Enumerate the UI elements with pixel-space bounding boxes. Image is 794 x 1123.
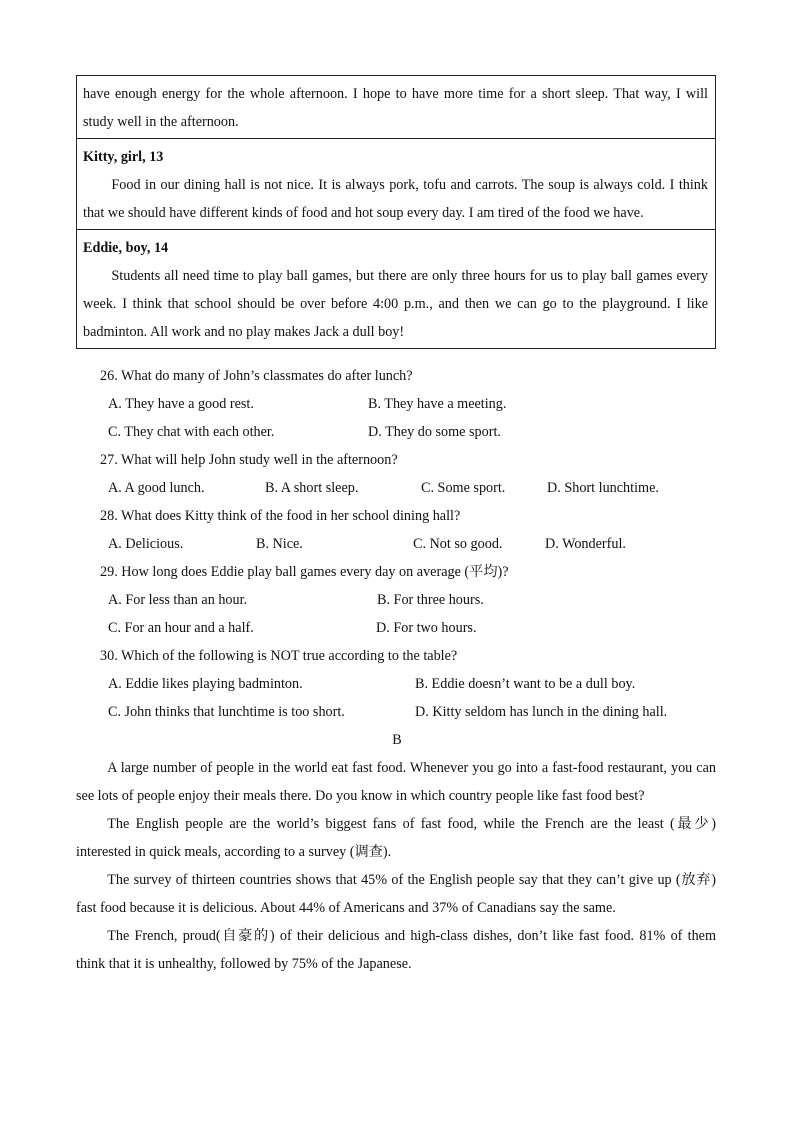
kitty-text: Food in our dining hall is not nice. It is always pork, tofu and carrots. The soup is always cold. I think that we should have different kinds of food and hot soup every day. I am tired of the food we have.	[83, 177, 708, 221]
paragraph: The English people are the world’s biggest fans of fast food, while the French are the least (最少) interested in quick meals, according to a survey (调查).	[76, 816, 716, 860]
option: C. John thinks that lunchtime is too short.	[108, 704, 345, 720]
option: C. Some sport.	[421, 480, 506, 496]
eddie-text: Students all need time to play ball games, but there are only three hours for us to play ball games every week. I think that school should be over before 4:00 p.m., and then we can go to the playground. I like badminton. All work and no play makes Jack a dull boy!	[83, 268, 708, 340]
option: C. For an hour and a half.	[108, 620, 254, 636]
option: B. They have a meeting.	[368, 396, 507, 412]
reading-passage	[76, 754, 716, 978]
option: D. Short lunchtime.	[547, 480, 659, 496]
options-row	[100, 670, 720, 698]
paragraph: The survey of thirteen countries shows that 45% of the English people say that they can’t give up (放弃) fast food because it is delicious. About 44% of Americans and 37% of Canadians say the same.	[76, 872, 716, 916]
options-row	[100, 614, 720, 642]
table-row	[77, 76, 716, 139]
question-list	[100, 362, 720, 726]
options-row	[100, 418, 720, 446]
kitty-name: Kitty, girl, 13	[83, 149, 164, 165]
option: B. A short sleep.	[265, 480, 359, 496]
eddie-name: Eddie, boy, 14	[83, 240, 169, 256]
option: D. Wonderful.	[545, 536, 626, 552]
table-cell	[77, 76, 716, 139]
option: C. Not so good.	[413, 536, 503, 552]
option: D. For two hours.	[376, 620, 477, 636]
option: B. Nice.	[256, 536, 303, 552]
options-row	[100, 698, 720, 726]
option: B. Eddie doesn’t want to be a dull boy.	[415, 676, 636, 692]
table-cell	[77, 139, 716, 230]
table-cell	[77, 230, 716, 349]
question-stem: 30. Which of the following is NOT true according to the table?	[100, 648, 458, 664]
paragraph: The French, proud(自豪的) of their delicious and high-class dishes, don’t like fast food. 81% of them think that it is unhealthy, followed by 75% of the Japanese.	[76, 928, 716, 972]
option: D. They do some sport.	[368, 424, 501, 440]
option: D. Kitty seldom has lunch in the dining hall.	[415, 704, 668, 720]
question-stem: 27. What will help John study well in the afternoon?	[100, 452, 398, 468]
question-stem: 26. What do many of John’s classmates do after lunch?	[100, 368, 413, 384]
options-row	[100, 390, 720, 418]
option: A. For less than an hour.	[108, 592, 248, 608]
option: A. Delicious.	[108, 536, 184, 552]
paragraph: A large number of people in the world eat fast food. Whenever you go into a fast-food restaurant, you can see lots of people enjoy their meals there. Do you know in which country people like fast food best?	[76, 760, 716, 804]
john-text-continued: have enough energy for the whole afternoon. I hope to have more time for a short sleep. That way, I will study well in the afternoon.	[83, 86, 708, 130]
options-row	[100, 474, 720, 502]
option: A. They have a good rest.	[108, 396, 254, 412]
options-row	[100, 530, 720, 558]
option: C. They chat with each other.	[108, 424, 275, 440]
table-row	[77, 139, 716, 230]
student-opinions-table	[76, 75, 716, 349]
question-stem: 29. How long does Eddie play ball games every day on average (平均)?	[100, 564, 509, 580]
question-stem: 28. What does Kitty think of the food in her school dining hall?	[100, 508, 461, 524]
section-label: B	[392, 732, 402, 748]
option: A. A good lunch.	[108, 480, 205, 496]
option: A. Eddie likes playing badminton.	[108, 676, 303, 692]
options-row	[100, 586, 720, 614]
table-row	[77, 230, 716, 349]
option: B. For three hours.	[377, 592, 484, 608]
